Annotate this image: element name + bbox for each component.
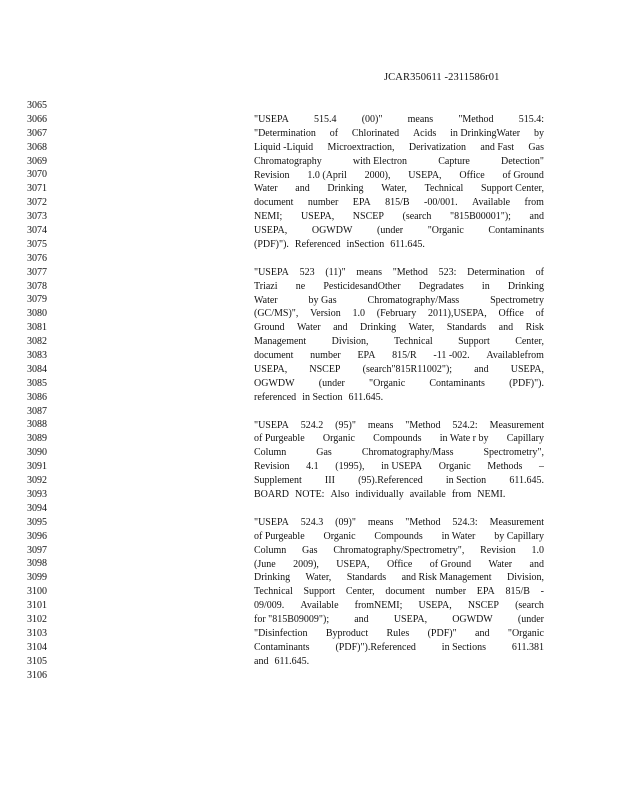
word: Gas <box>528 141 544 153</box>
text-line <box>254 391 544 405</box>
word: in Wate r by <box>439 433 489 445</box>
word: means <box>407 114 434 125</box>
word: Capillary <box>506 433 544 445</box>
word: 523 <box>299 266 315 278</box>
line-number: 3095 <box>27 516 47 528</box>
word: Contaminants <box>429 377 485 389</box>
word: (February <box>376 308 417 320</box>
word: "815B00001"); <box>449 211 511 223</box>
word: OGWDW <box>311 225 353 237</box>
word: Measurement <box>489 419 544 431</box>
word: Chromatography/Mass <box>367 294 460 306</box>
word: and Fast <box>480 141 515 153</box>
word: (search <box>402 211 432 223</box>
word: "Disinfection <box>254 627 308 639</box>
word: "USEPA <box>254 114 289 125</box>
word: Chromatography <box>254 155 322 167</box>
word: 1.0 <box>352 308 365 320</box>
line-number: 3085 <box>27 377 47 389</box>
line-number: 3087 <box>27 405 47 417</box>
text-line <box>254 196 544 210</box>
line-number: 3076 <box>27 252 47 264</box>
word: Management <box>254 336 307 348</box>
word: 515.4 <box>314 114 337 125</box>
word: OGWDW <box>254 377 295 389</box>
text-line <box>254 585 544 599</box>
word: Referenced <box>294 239 341 251</box>
word: "USEPA <box>254 419 289 431</box>
word: from <box>451 489 472 501</box>
word: Compounds <box>373 433 422 445</box>
word: Column <box>254 544 287 556</box>
blank-line <box>254 405 544 419</box>
word: 611.381 <box>511 641 544 653</box>
word: (under <box>517 614 544 626</box>
word: Office <box>459 169 485 181</box>
word: document <box>254 350 294 362</box>
word: Water <box>254 294 278 306</box>
word: NSCEP <box>467 600 499 612</box>
word: USEPA, <box>418 600 452 612</box>
word: 611.645. <box>390 239 425 251</box>
text-line <box>254 613 544 627</box>
word: in Section <box>445 475 487 487</box>
word: EPA <box>357 350 376 362</box>
word: 524.2: <box>452 419 478 431</box>
text-line <box>254 599 544 613</box>
word: 611.645. <box>509 475 544 487</box>
word: Gas <box>302 544 318 556</box>
word: and <box>295 183 310 195</box>
line-number: 3074 <box>27 225 47 237</box>
text-line <box>254 294 544 308</box>
word: Division, <box>331 336 369 348</box>
word: with Electron <box>352 155 408 167</box>
word: Spectrometry", <box>483 447 544 459</box>
line-number: 3104 <box>27 641 47 653</box>
word: Acids <box>412 127 437 139</box>
line-number: 3084 <box>27 363 47 375</box>
word: Revision <box>480 544 516 556</box>
word: document <box>254 197 294 209</box>
line-number: 3092 <box>27 475 47 487</box>
word: Rules <box>386 627 410 639</box>
word: Detection" <box>501 155 544 167</box>
word: Water, <box>408 322 435 334</box>
text-line <box>254 558 544 572</box>
word: Measurement <box>489 516 544 528</box>
word: Methods <box>487 461 523 473</box>
line-number: 3079 <box>27 294 47 306</box>
line-number: 3065 <box>27 100 47 111</box>
word: and <box>498 322 514 334</box>
line-number-column <box>27 99 67 682</box>
word: Support <box>458 336 490 348</box>
word: means <box>367 419 394 431</box>
word: Derivatization <box>408 141 467 153</box>
text-line <box>254 460 544 474</box>
text-line <box>254 127 544 141</box>
word: Contaminants <box>488 225 544 237</box>
word: Division, <box>507 572 544 584</box>
line-number: 3103 <box>27 627 47 639</box>
word: (95)" <box>335 419 356 431</box>
line-number: 3086 <box>27 391 47 403</box>
text-line <box>254 349 544 363</box>
word: number <box>307 197 339 209</box>
word: in USEPA <box>381 461 423 473</box>
word: Column <box>254 447 287 459</box>
word: Technical <box>254 586 293 598</box>
word: Degradates <box>418 280 464 292</box>
text-line <box>254 321 544 335</box>
line-number: 3106 <box>27 669 47 681</box>
line-number: 3082 <box>27 336 47 348</box>
word: (PDF)").Referenced <box>335 641 416 653</box>
word: 611.645. <box>348 391 384 403</box>
line-number: 3075 <box>27 238 47 250</box>
text-line <box>254 155 544 169</box>
word: OGWDW <box>452 614 493 626</box>
text-line <box>254 516 544 530</box>
word: of Ground <box>502 169 544 181</box>
text-line <box>254 182 544 196</box>
word: Water <box>297 322 321 334</box>
text-line <box>254 544 544 558</box>
word: Organic <box>322 433 355 445</box>
word: – <box>538 461 544 473</box>
word: - <box>540 586 544 598</box>
text-line <box>254 474 544 488</box>
word: Standards <box>446 322 487 334</box>
word: individually <box>355 489 404 501</box>
word: Water <box>254 183 278 195</box>
word: Drinking <box>254 572 291 584</box>
word: number <box>435 586 467 598</box>
word: Support Center, <box>481 183 544 195</box>
word: 524.3: <box>452 516 478 528</box>
word: NSCEP <box>352 211 384 223</box>
word: Drinking <box>507 280 544 292</box>
word: (under <box>318 377 345 389</box>
line-number: 3069 <box>27 155 47 167</box>
word: 2011),USEPA, <box>428 308 487 320</box>
word: Revision <box>254 461 290 473</box>
document-body <box>254 113 544 669</box>
line-number: 3090 <box>27 447 47 459</box>
word: Supplement <box>254 475 302 487</box>
word: 09/009. <box>254 600 285 612</box>
word: USEPA, <box>510 364 544 376</box>
line-number: 3102 <box>27 613 47 625</box>
word: Center, <box>515 336 544 348</box>
text-line <box>254 169 544 183</box>
word: Spectrometry <box>490 294 544 306</box>
line-number: 3070 <box>27 169 47 181</box>
word: (PDF)"). <box>509 377 544 389</box>
line-number: 3101 <box>27 600 47 612</box>
word: "USEPA <box>254 516 289 528</box>
word: Also <box>330 489 350 501</box>
line-number: 3072 <box>27 197 47 209</box>
text-line <box>254 335 544 349</box>
word: "Method <box>405 516 441 528</box>
word: (PDF)"). <box>254 239 289 251</box>
text-line <box>254 377 544 391</box>
word: in DrinkingWater <box>450 127 521 139</box>
word: NEMI; <box>254 211 283 223</box>
word: and <box>475 627 490 639</box>
line-number: 3066 <box>27 113 47 125</box>
word: Risk <box>525 322 544 334</box>
word: Standards <box>346 572 387 584</box>
word: (search"815R11002"); <box>362 364 453 376</box>
word: (09)" <box>335 516 356 528</box>
word: of <box>329 127 339 139</box>
text-line <box>254 432 544 446</box>
line-number: 3083 <box>27 350 47 362</box>
word: 611.645. <box>274 655 310 667</box>
line-number: 3077 <box>27 266 47 278</box>
text-line <box>254 141 544 155</box>
document-id-header: JCAR350611 -2311586r01 <box>384 72 500 83</box>
word: inSection <box>346 239 385 251</box>
word: by <box>533 127 544 139</box>
word: and Risk Management <box>401 572 492 584</box>
word: "Organic <box>369 377 406 389</box>
word: Organic <box>323 530 356 542</box>
word: and <box>254 655 269 667</box>
word: in <box>481 280 490 292</box>
word: (search <box>515 600 544 612</box>
word: Capture <box>438 155 470 167</box>
word: BOARD <box>254 489 290 501</box>
text-line <box>254 113 544 127</box>
word: Office <box>386 558 413 570</box>
word: and <box>474 364 489 376</box>
word: USEPA, <box>254 225 288 237</box>
text-line <box>254 655 544 669</box>
word: "USEPA <box>254 266 289 278</box>
word: NEMI. <box>477 489 506 501</box>
word: Support <box>303 586 336 598</box>
word: III <box>324 475 335 487</box>
text-line <box>254 210 544 224</box>
word: Drinking <box>327 183 364 195</box>
word: (GC/MS)", <box>254 308 299 320</box>
word: of Purgeable <box>254 433 305 445</box>
word: 815/R <box>392 350 417 362</box>
word: Chromatography/Spectrometry", <box>333 544 465 556</box>
text-line <box>254 224 544 238</box>
line-number: 3071 <box>27 183 47 195</box>
word: Ground <box>254 322 285 334</box>
text-line <box>254 446 544 460</box>
line-number: 3073 <box>27 211 47 223</box>
line-number: 3078 <box>27 280 47 292</box>
blank-line <box>254 502 544 516</box>
word: Organic <box>438 461 471 473</box>
word: fromNEMI; <box>354 600 403 612</box>
line-number: 3089 <box>27 433 47 445</box>
word: EPA <box>476 586 495 598</box>
word: (under <box>377 225 404 237</box>
word: Revision <box>254 169 290 181</box>
word: Center, <box>345 586 375 598</box>
word: in Sections <box>441 641 486 653</box>
line-number: 3081 <box>27 322 47 334</box>
word: 2000), <box>364 169 391 181</box>
word: Compounds <box>374 530 423 542</box>
word: Byproduct <box>325 627 369 639</box>
word: 1.0 (April <box>307 169 347 181</box>
word: in Section <box>302 391 343 403</box>
line-number: 3097 <box>27 544 47 556</box>
word: Technical <box>424 183 464 195</box>
word: for "815B09009"); <box>254 614 330 626</box>
word: USEPA, <box>254 364 288 376</box>
word: document <box>385 586 425 598</box>
line-number: 3096 <box>27 530 47 542</box>
word: Drinking <box>360 322 397 334</box>
word: 523: <box>438 266 457 278</box>
word: "Method <box>392 266 428 278</box>
line-number: 3105 <box>27 655 47 667</box>
word: means <box>356 266 382 278</box>
word: and <box>529 558 544 570</box>
word: -11 -002. <box>433 350 470 362</box>
word: USEPA, <box>300 211 335 223</box>
text-line <box>254 419 544 433</box>
word: and <box>333 322 348 334</box>
word: Water, <box>305 572 332 584</box>
word: 815/B <box>385 197 410 209</box>
line-number: 3094 <box>27 502 47 514</box>
text-line <box>254 641 544 655</box>
word: (00)" <box>361 114 383 125</box>
word: (95).Referenced <box>358 475 423 487</box>
word: Water <box>488 558 513 570</box>
word: NSCEP <box>309 364 341 376</box>
word: Determination <box>467 266 525 278</box>
line-number: 3088 <box>27 419 47 431</box>
text-line <box>254 238 544 252</box>
line-number: 3080 <box>27 308 47 320</box>
word: in Water <box>441 530 476 542</box>
line-number: 3091 <box>27 461 47 473</box>
word: (June <box>254 558 276 570</box>
word: and <box>529 211 544 223</box>
text-line <box>254 627 544 641</box>
word: by Gas <box>308 294 337 306</box>
word: of <box>535 308 544 320</box>
word: Water, <box>381 183 407 195</box>
text-line <box>254 530 544 544</box>
word: 1.0 <box>531 544 544 556</box>
word: 524.2 <box>300 419 324 431</box>
line-number: 3100 <box>27 586 47 598</box>
blank-line <box>254 252 544 266</box>
line-number: 3068 <box>27 141 47 153</box>
word: and <box>354 614 369 626</box>
word: USEPA, <box>408 169 442 181</box>
word: (PDF)" <box>427 627 457 639</box>
word: 524.3 <box>300 516 324 528</box>
word: ne <box>295 280 306 292</box>
line-number: 3093 <box>27 488 47 500</box>
word: USEPA, <box>336 558 370 570</box>
text-line <box>254 363 544 377</box>
word: "Method <box>458 114 494 125</box>
word: number <box>310 350 341 362</box>
word: (1995), <box>335 461 365 473</box>
word: 515.4: <box>518 114 544 125</box>
word: "Organic <box>427 225 464 237</box>
line-number: 3067 <box>27 127 47 139</box>
word: means <box>367 516 394 528</box>
line-number: 3098 <box>27 558 47 570</box>
word: referenced <box>254 391 297 403</box>
word: Technical <box>393 336 433 348</box>
word: Gas <box>316 447 332 459</box>
word: Microextraction, <box>327 141 395 153</box>
word: "Determination <box>254 127 316 139</box>
word: available <box>409 489 446 501</box>
word: Available <box>300 600 339 612</box>
text-line <box>254 488 544 502</box>
word: by Capillary <box>494 530 544 542</box>
text-line <box>254 266 544 280</box>
word: "Organic <box>507 627 544 639</box>
word: Available <box>471 197 511 209</box>
text-line <box>254 571 544 585</box>
word: Office <box>498 308 524 320</box>
word: -00/001. <box>423 197 458 209</box>
word: "Method <box>405 419 441 431</box>
word: 815/B <box>505 586 530 598</box>
word: (11)" <box>325 266 346 278</box>
word: Chromatography/Mass <box>361 447 454 459</box>
word: Triazi <box>254 280 278 292</box>
word: Contaminants <box>254 641 310 653</box>
word: of Ground <box>429 558 472 570</box>
word: USEPA, <box>393 614 428 626</box>
word: Liquid -Liquid <box>254 141 314 153</box>
word: Chlorinated <box>351 127 400 139</box>
word: 4.1 <box>306 461 319 473</box>
word: Availablefrom <box>486 350 544 362</box>
text-line <box>254 307 544 321</box>
line-number: 3099 <box>27 572 47 584</box>
word: EPA <box>352 197 371 209</box>
word: Version <box>310 308 341 320</box>
text-line <box>254 280 544 294</box>
word: of <box>535 266 544 278</box>
word: from <box>524 197 544 209</box>
word: NOTE: <box>295 489 325 501</box>
word: of Purgeable <box>254 530 305 542</box>
word: 2009), <box>293 558 319 570</box>
word: PesticidesandOther <box>323 280 401 292</box>
